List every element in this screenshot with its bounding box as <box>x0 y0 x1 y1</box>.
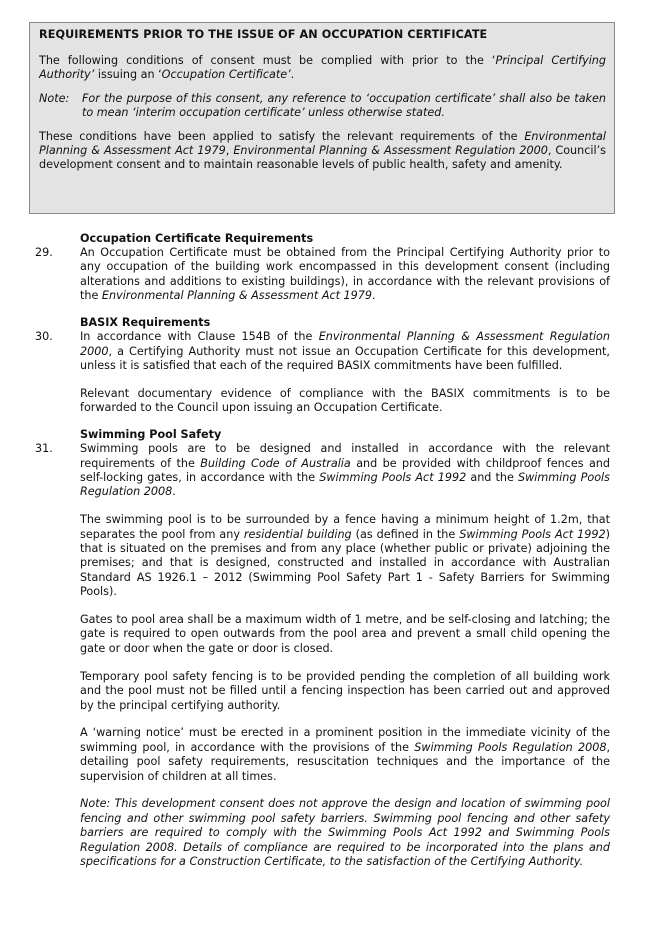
box-note <box>39 92 606 121</box>
condition-paragraph: Swimming pools are to be designed and installed in accordance with the relevant requirements of the Building Code of Australia and be provided with childproof fences and self-locking gates, in accordance with the Swimming Pools Act 1992 and the Swimming Pools Regulation 2008. <box>80 442 611 499</box>
requirements-box <box>29 22 615 214</box>
condition-number: 31. <box>35 442 53 456</box>
condition-title: Occupation Certificate Requirements <box>80 232 314 245</box>
condition-29 <box>35 232 610 304</box>
condition-paragraph: Gates to pool area shall be a maximum width of 1 metre, and be self-closing and latching; the gate is required to open outwards from the pool area and prevent a small child opening the gate or door when the gate or door is closed. <box>80 613 610 655</box>
condition-title: Swimming Pool Safety <box>80 428 222 442</box>
condition-paragraph: Temporary pool safety fencing is to be provided pending the completion of all building work and the pool must not be filled until a fencing inspection has been carried out and approved by the principal certifying authority. <box>80 669 610 712</box>
condition-paragraph: The swimming pool is to be surrounded by a fence having a minimum height of 1.2m, that separates the pool from any residential building (as defined in the Swimming Pools Act 1992) that is situated on the premises and from any place (whether public or private) adjoining the premises; and that is designed, constructed and installed in accordance with Australian Standard AS 1926.1 – 2012 (Swimming Pool Safety Part 1 - Safety Barriers for Swimming Pools). <box>80 513 610 599</box>
condition-30 <box>35 316 610 415</box>
condition-paragraph: In accordance with Clause 154B of the Environmental Planning & Assessment Regulation 2000, a Certifying Authority must not issue an Occupation Certificate for this development, unless it is satisfied that each of the required BASIX commitments have been fulfilled. <box>80 330 610 373</box>
condition-paragraph: An Occupation Certificate must be obtained from the Principal Certifying Authority prior to any occupation of the building work encompassed in this development consent (including alterations and additions to existing buildings), in accordance with the relevant provisions of the Environmental Planning & Assessment Act 1979. <box>80 246 610 303</box>
conditions-list <box>35 232 610 869</box>
condition-paragraph: Relevant documentary evidence of compliance with the BASIX commitments is to be forwarded to the Council upon issuing an Occupation Certificate. <box>80 386 610 415</box>
condition-note: Note: This development consent does not approve the design and location of swimming pool fencing and other swimming pool safety barriers. Swimming pool fencing and other safety barriers are required to comply with the Swimming Pools Act 1992 and Swimming Pools Regulation 2008. Details of compliance are required to be incorporated into the plans and specifications for a Construction Certificate, to the satisfaction of the Certifying Authority. <box>80 797 610 868</box>
box-intro-paragraph: The following conditions of consent must be complied with prior to the ‘Principal Certifying Authority’ issuing an ‘Occupation Certificate’. <box>39 54 606 82</box>
condition-number: 30. <box>35 330 53 344</box>
condition-title: BASIX Requirements <box>80 316 211 330</box>
condition-number: 29. <box>35 246 53 259</box>
box-note-label: Note: <box>39 91 70 105</box>
box-heading: REQUIREMENTS PRIOR TO THE ISSUE OF AN OCCUPATION CERTIFICATE <box>39 28 488 41</box>
box-conditions-paragraph: These conditions have been applied to satisfy the relevant requirements of the Environmental Planning & Assessment Act 1979, Environmental Planning & Assessment Regulation 2000, Council’s development consent and to maintain reasonable levels of public health, safety and amenity. <box>39 129 606 172</box>
condition-31 <box>35 428 610 869</box>
box-note-text: For the purpose of this consent, any reference to ‘occupation certificate’ shall also be taken to mean ‘interim occupation certificate’ unless otherwise stated. <box>82 91 606 120</box>
condition-paragraph: A ‘warning notice’ must be erected in a prominent position in the immediate vicinity of the swimming pool, in accordance with the provisions of the Swimming Pools Regulation 2008, detailing pool safety requirements, resuscitation techniques and the importance of the supervision of children at all times. <box>80 726 611 783</box>
